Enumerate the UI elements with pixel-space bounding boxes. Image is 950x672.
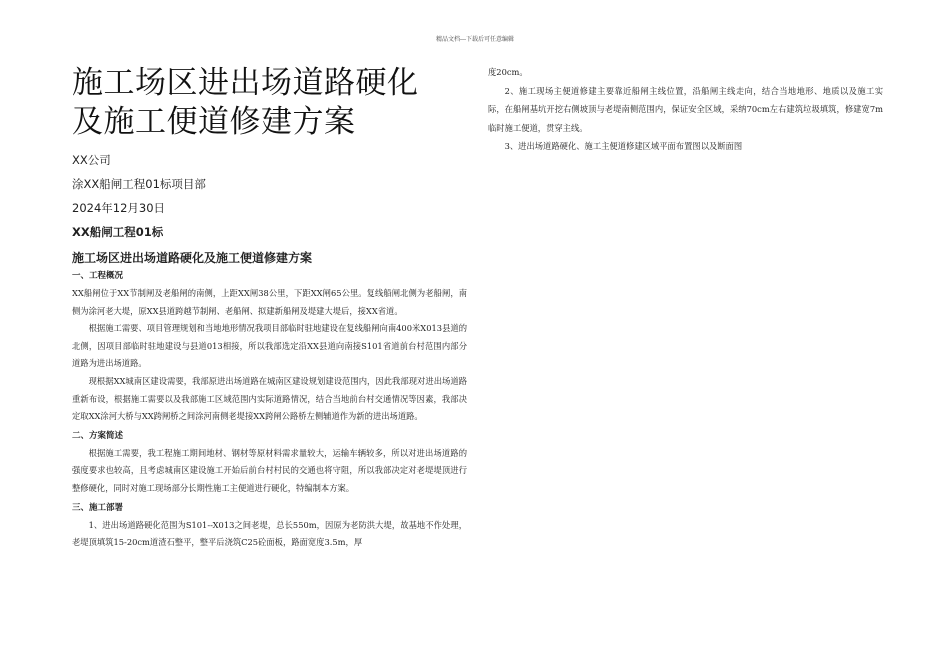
section-heading-summary: 二、方案简述 xyxy=(72,430,124,441)
document-date: 2024年12月30日 xyxy=(72,201,166,215)
main-title xyxy=(72,64,467,142)
project-name: XX船闸工程01标 xyxy=(72,225,164,239)
section-heading-overview: 一、工程概况 xyxy=(72,271,124,281)
overview-paragraph-3: 现根据XX城南区建设需要，我部原进出场道路在城南区建设规划建设范围内，因此我部现对进出场道路重新布设，根据施工需要以及我部施工区域范围内实际道路情况，结合当地前台村交通情况等因素，我部决定取XX涂河大桥与XX跨闸桥之间涂河南侧老堤接XX跨闸公路桥左侧辅道作为新的进出场道路。 xyxy=(72,375,467,422)
project-department: 涂XX船闸工程01标项目部 xyxy=(72,177,206,191)
continuation-text: 度20cm。 xyxy=(488,67,528,77)
right-column xyxy=(488,63,883,156)
company-name: XX公司 xyxy=(72,153,111,167)
main-title-line-2: 及施工便道修建方案 xyxy=(72,104,356,140)
header-note: 精品文档---下载后可任意编辑 xyxy=(435,36,515,43)
overview-paragraph-1: XX船闸位于XX节制闸及老船闸的南侧，上距XX闸38公里，下距XX闸65公里。复线船闸北侧为老船闸，南侧为涂河老大堤，原XX县道跨越节制闸、老船闸、拟建新船闸及堤建大堤后，接XX省道。 xyxy=(72,288,467,316)
deployment-paragraph-1: 1、进出场道路硬化范围为S101--X013之间老堤，总长550m，因原为老防洪大堤，故基地不作处理，老堤顶填筑15-20cm道渣石整平，整平后浇筑C25砼面板，路面宽度3.5m，厚 xyxy=(72,519,467,548)
left-column xyxy=(72,64,467,552)
document-title: 施工场区进出场道路硬化及施工便道修建方案 xyxy=(72,251,313,265)
deployment-paragraph-3: 3、进出场道路硬化、施工主便道修建区域平面布置图以及断面图 xyxy=(504,141,743,151)
main-title-line-1: 施工场区进出场道路硬化 xyxy=(72,65,419,101)
summary-paragraph-1: 根据施工需要，我工程施工期间地材、钢材等原材料需求量较大，运输车辆较多，所以对进出场道路的强度要求也较高，且考虑城南区建设施工开始后前台村村民的交通也将守阻，所以我部决定对老堤堤顶进行整修硬化，同时对施工现场部分长期性施工主便道进行硬化，特编制本方案。 xyxy=(72,447,467,493)
section-heading-deployment: 三、施工部署 xyxy=(72,502,124,513)
deployment-paragraph-2: 2、施工现场主便道修建主要靠近船闸主线位置，沿船闸主线走向，结合当地地形、地质以及施工实际，在船闸基坑开挖右侧坡顶与老堤南侧范围内，保证安全区域，采纳70cm左右建筑垃圾填筑，修建宽7m临时施工便道，贯穿主线。 xyxy=(488,85,883,133)
overview-paragraph-2: 根据施工需要、项目管理规划和当地地形情况我项目部临时驻地建设在复线船闸向南400米X013县道的北侧，因项目部临时驻地建设与县道013相接，所以我部选定沿XX县道向南接S101省道前台村范围内部分道路为进出场道路。 xyxy=(72,323,467,369)
